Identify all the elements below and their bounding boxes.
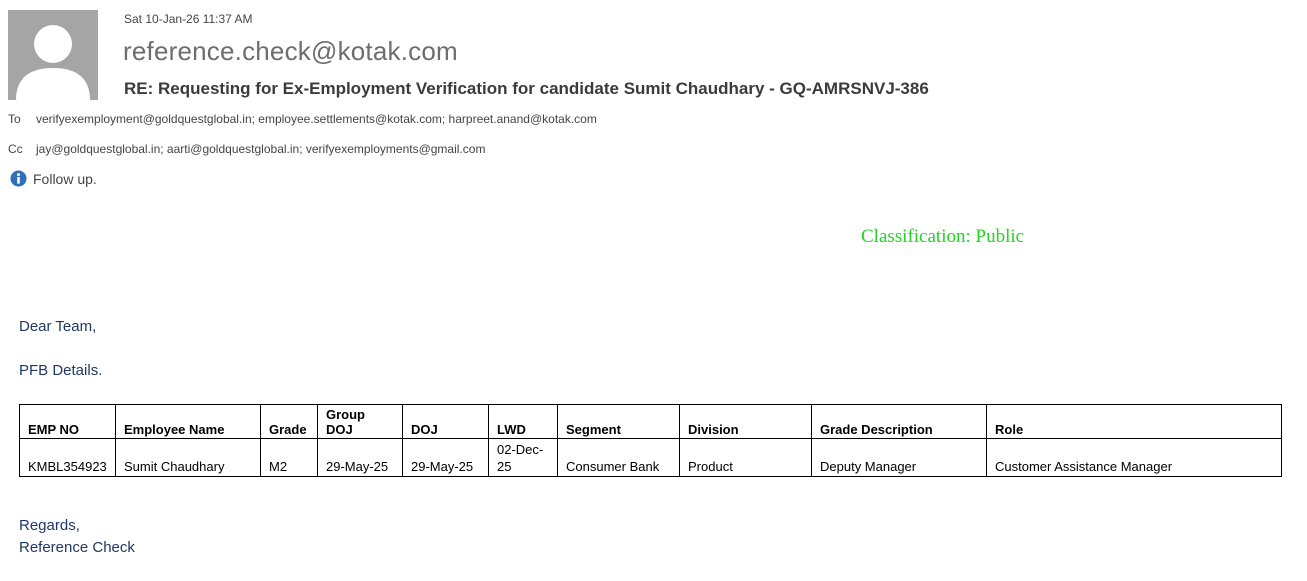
table-cell: Product (680, 439, 812, 477)
table-cell: Deputy Manager (812, 439, 987, 477)
column-header: Segment (558, 405, 680, 439)
email-datetime: Sat 10-Jan-26 11:37 AM (124, 12, 253, 26)
to-recipients[interactable]: verifyexemployment@goldquestglobal.in; employee.settlements@kotak.com; harpreet.anand@kotak.com (36, 112, 597, 126)
table-cell: 29-May-25 (403, 439, 489, 477)
to-recipients-row (8, 112, 597, 126)
employee-details-table (19, 404, 1282, 477)
classification-label: Classification: Public (861, 226, 1025, 247)
table-cell: KMBL354923 (20, 439, 116, 477)
column-header: LWD (489, 405, 558, 439)
cc-recipients-row (8, 142, 485, 156)
table-cell: Sumit Chaudhary (116, 439, 261, 477)
person-icon (8, 10, 98, 100)
intro-text: PFB Details. (19, 362, 103, 379)
email-subject: RE: Requesting for Ex-Employment Verification for candidate Sumit Chaudhary - GQ-AMRSNVJ-386 (124, 79, 929, 98)
column-header: Grade (261, 405, 318, 439)
greeting-text: Dear Team, (19, 318, 97, 335)
column-header: Division (680, 405, 812, 439)
sender-address[interactable]: reference.check@kotak.com (123, 36, 458, 66)
table-row (20, 439, 1282, 477)
column-header: Role (987, 405, 1282, 439)
info-icon (10, 170, 27, 187)
column-header: Employee Name (116, 405, 261, 439)
to-label: To (8, 112, 21, 126)
cc-label: Cc (8, 142, 23, 156)
table-cell: 29-May-25 (318, 439, 403, 477)
follow-up-flag[interactable] (10, 170, 97, 187)
signature-text: Reference Check (19, 539, 135, 556)
column-header: Grade Description (812, 405, 987, 439)
regards-text: Regards, (19, 517, 80, 534)
cc-recipients[interactable]: jay@goldquestglobal.in; aarti@goldquestglobal.in; verifyexemployments@gmail.com (36, 142, 486, 156)
table-cell: 02-Dec-25 (489, 439, 558, 477)
sender-avatar (8, 10, 98, 100)
table-cell: M2 (261, 439, 318, 477)
table-cell: Consumer Bank (558, 439, 680, 477)
column-header: DOJ (403, 405, 489, 439)
column-header: EMP NO (20, 405, 116, 439)
table-header-row (20, 405, 1282, 439)
follow-up-text: Follow up. (33, 170, 97, 187)
table-cell: Customer Assistance Manager (987, 439, 1282, 477)
column-header: Group DOJ (318, 405, 403, 439)
